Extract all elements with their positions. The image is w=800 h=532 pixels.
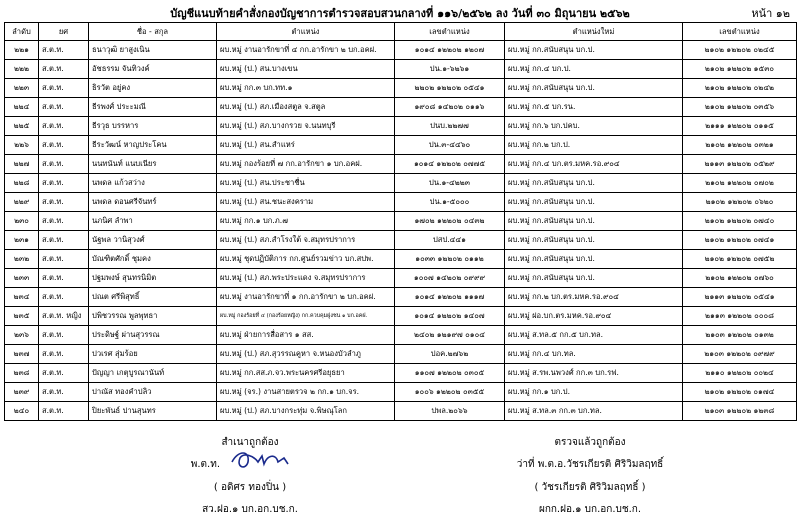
table-cell: ผบ.หมู่ กก.๔ บก.ป. <box>505 60 683 79</box>
table-cell: ส.ต.ท. <box>39 155 89 174</box>
table-cell: ผบ.หมู่ กก.สนับสนุน บก.ป. <box>505 41 683 60</box>
table-cell: ๒๒๑ <box>5 41 39 60</box>
table-cell: ๒๑๐๒ ๑๒๒๐๒ ๐๗๔๐ <box>683 212 797 231</box>
table-cell: ธีระวัฒน์ หาญประโคน <box>89 136 217 155</box>
table-cell: ๒๑๑๓ ๑๒๒๐๒ ๐๐๐๘ <box>683 307 797 326</box>
table-cell: ผบ.หมู่ (ป.) สน.ประชาชื่น <box>217 174 395 193</box>
table-cell: ๒๑๐๒ ๑๒๒๐๒ ๐๓๕๖ <box>683 98 797 117</box>
table-cell: ปวเรศ สุ่มร้อย <box>89 345 217 364</box>
table-row <box>5 307 797 326</box>
table-cell: ส.ต.ท. <box>39 231 89 250</box>
table-cell: ๒๓๘ <box>5 364 39 383</box>
table-cell: ๒๓๗ <box>5 345 39 364</box>
table-cell: ปสป.๔๔๑ <box>395 231 505 250</box>
table-cell: ๒๑๑๐ ๑๒๒๐๒ ๐๐๒๔ <box>683 364 797 383</box>
table-cell: ส.ต.ท. หญิง <box>39 307 89 326</box>
table-cell: ๑๙๐๘ ๑๔๒๐๒ ๐๑๑๖ <box>395 98 505 117</box>
table-row <box>5 269 797 288</box>
col-header: เลขตำแหน่ง <box>683 23 797 41</box>
table-cell: ผบ.หมู่ กก.๕ บก.รน. <box>505 98 683 117</box>
table-cell: ผบ.หมู่ กก.สนับสนุน บก.ป. <box>505 231 683 250</box>
table-cell: ปน.๑-๔๒๒๓ <box>395 174 505 193</box>
signer-name-left: ( อดิศร ทองปิ่น ) <box>213 482 287 493</box>
table-cell: ๒๒๙ <box>5 193 39 212</box>
table-cell: ผบ.หมู่ (ป.) สภ.สุวรรณคูหา จ.หนองบัวลำภู <box>217 345 395 364</box>
col-header: เลขตำแหน่ง <box>395 23 505 41</box>
table-cell: ส.ต.ท. <box>39 41 89 60</box>
table-cell: ๒๓๓ <box>5 269 39 288</box>
table-cell: ผบ.หมู่ ชุดปฏิบัติการ กก.ศูนย์รวมข่าว บก.สปพ. <box>217 250 395 269</box>
table-cell: ผบ.หมู่ กองร้อยที่ ๔ (กองร้อยหญิง) กก.ควบคุมฝูงชน ๑ บก.อคฝ. <box>217 307 395 326</box>
table-cell: ผบ.หมู่ ส.รพ.นพวงศ์ กก.๓ บก.รฟ. <box>505 364 683 383</box>
table-cell: ส.ต.ท. <box>39 364 89 383</box>
table-cell: ๒๔๐๒ ๑๒๑๙๗ ๐๑๐๔ <box>395 326 505 345</box>
table-cell: ปน.๑-๖๒๖๑ <box>395 60 505 79</box>
table-cell: นพดล แก้วสว่าง <box>89 174 217 193</box>
table-cell: ๑๐๐๖ ๑๒๒๐๒ ๐๓๕๕ <box>395 383 505 402</box>
table-cell: ส.ต.ท. <box>39 212 89 231</box>
table-cell: อัชธรรม จันทิวงค์ <box>89 60 217 79</box>
verified-label: ตรวจแล้วถูกต้อง <box>554 437 626 448</box>
table-cell: ผบ.หมู่ (ป.) สน.บางเขน <box>217 60 395 79</box>
table-cell: ๒๒๖ <box>5 136 39 155</box>
table-cell: ๒๑๑๑ ๑๒๒๐๒ ๐๑๑๕ <box>683 117 797 136</box>
table-cell: ส.ต.ท. <box>39 98 89 117</box>
signature-mark <box>228 448 298 472</box>
page-number: หน้า ๑๒ <box>751 7 790 20</box>
table-row <box>5 402 797 421</box>
table-row <box>5 136 797 155</box>
table-cell: ผบ.หมู่ กองร้อยที่ ๗ กก.อารักขา ๑ บก.อคฝ. <box>217 155 395 174</box>
table-cell: ส.ต.ท. <box>39 60 89 79</box>
table-cell: ปน.๑-๕๐๐๐ <box>395 193 505 212</box>
table-cell: ๒๑๐๒ ๑๒๒๐๒ ๐๗๕๒ <box>683 250 797 269</box>
table-cell: ๒๑๐๓ ๑๒๒๐๒ ๐๙๗๙ <box>683 345 797 364</box>
table-cell: ผบ.หมู่ กก.๒ บก.ป. <box>505 136 683 155</box>
table-row <box>5 79 797 98</box>
table-cell: ปณต ศรีพิสุทธิ์ <box>89 288 217 307</box>
table-cell: ผบ.หมู่ กก.สนับสนุน บก.ป. <box>505 250 683 269</box>
table-cell: ปนบ.๒๒๗๗ <box>395 117 505 136</box>
table-cell: ผบ.หมู่ (ป.) สภ.เมืองสตูล จ.สตูล <box>217 98 395 117</box>
col-header: ตำแหน่ง <box>217 23 395 41</box>
table-cell: ๒๑๐๓ ๑๒๒๐๒ ๐๑๓๒ <box>683 326 797 345</box>
table-row <box>5 231 797 250</box>
table-cell: ผบ.หมู่ กก.สนับสนุน บก.ป. <box>505 212 683 231</box>
table-row <box>5 193 797 212</box>
verifier-title: ว่าที่ พ.ต.อ.วัชรเกียรติ ศิริวิมลฤทธิ์ <box>516 459 664 470</box>
table-cell: ผบ.หมู่ (ป.) สภ.สำโรงใต้ จ.สมุทรปราการ <box>217 231 395 250</box>
table-cell: ผบ.หมู่ ฝ่ายการสื่อสาร ๑ สส. <box>217 326 395 345</box>
table-cell: ๒๑๑๓ ๑๒๒๐๒ ๐๕๔๑ <box>683 288 797 307</box>
col-header: ลำดับ <box>5 23 39 41</box>
table-cell: ปัญญา เกตุบูรณานันท์ <box>89 364 217 383</box>
table-cell: ๑๐๑๔ ๑๒๒๐๒ ๑๔๐๗ <box>395 307 505 326</box>
table-cell: ผบ.หมู่ ส.ทล.๓ กก.๓ บก.ทล. <box>505 402 683 421</box>
table-row <box>5 345 797 364</box>
table-row <box>5 174 797 193</box>
table-header-row <box>5 23 797 41</box>
table-row <box>5 212 797 231</box>
table-cell: ส.ต.ท. <box>39 250 89 269</box>
table-cell: ๒๔๐ <box>5 402 39 421</box>
table-cell: ผบ.หมู่ กก.สนับสนุน บก.ป. <box>505 193 683 212</box>
table-cell: ปน.๓-๔๔๖๐ <box>395 136 505 155</box>
table-cell: บัณฑิตศักดิ์ ชุมคง <box>89 250 217 269</box>
table-cell: ๒๑๐๒ ๑๒๒๐๒ ๐๓๒๑ <box>683 136 797 155</box>
table-cell: ผบ.หมู่ (จร.) งานสายตรวจ ๒ กก.๑ บก.จร. <box>217 383 395 402</box>
table-row <box>5 364 797 383</box>
table-row <box>5 250 797 269</box>
table-cell: ผบ.หมู่ (ป.) สน.สำแหร่ <box>217 136 395 155</box>
table-cell: ผบ.หมู่ กก.สนับสนุน บก.ป. <box>505 79 683 98</box>
table-cell: ผบ.หมู่ งานอารักขาที่ ๑ กก.อารักขา ๒ บก.อคฝ. <box>217 288 395 307</box>
table-cell: ๑๗๐๒ ๑๒๒๐๒ ๐๔๓๒ <box>395 212 505 231</box>
table-cell: ๒๑๐๒ ๑๒๒๐๒ ๐๗๖๐ <box>683 269 797 288</box>
table-cell: ๒๑๐๒ ๑๒๒๐๒ ๐๒๔๒ <box>683 79 797 98</box>
table-cell: ธิรวัต อยู่คง <box>89 79 217 98</box>
table-cell: นัฐพล วานิสุวงศ์ <box>89 231 217 250</box>
table-cell: ธีรวุธ บรรหาร <box>89 117 217 136</box>
table-cell: ผบ.หมู่ (ป.) สภ.บางกระทุ่ม จ.พิษณุโลก <box>217 402 395 421</box>
table-cell: ๒๒๒ <box>5 60 39 79</box>
table-cell: ประดิษฐ์ ผ่านสุวรรณ <box>89 326 217 345</box>
table-cell: ผบ.หมู่ กก.๒ บก.ตร.มหค.รอ.๙๐๔ <box>505 288 683 307</box>
table-cell: ปิยะพันธ์ ปานสุนทร <box>89 402 217 421</box>
table-cell: ผบ.หมู่ กก.๓ บก.ทท.๑ <box>217 79 395 98</box>
table-cell: ส.ต.ท. <box>39 345 89 364</box>
table-cell: ๒๓๙ <box>5 383 39 402</box>
col-header: ยศ <box>39 23 89 41</box>
table-cell: ๒๒๘ <box>5 174 39 193</box>
table-cell: ปาณัส ทองคำปลิว <box>89 383 217 402</box>
table-cell: ปพล.๒๐๖๖ <box>395 402 505 421</box>
table-cell: ผบ.หมู่ งานอารักขาที่ ๔ กก.อารักขา ๒ บก.อคฝ. <box>217 41 395 60</box>
table-cell: ๒๒๔ <box>5 98 39 117</box>
table-cell: ๒๒๗ <box>5 155 39 174</box>
table-row <box>5 326 797 345</box>
table-cell: ๒๒๕ <box>5 117 39 136</box>
table-cell: ๒๒๐๒ ๑๒๒๐๒ ๐๕๔๑ <box>395 79 505 98</box>
table-cell: ๒๓๖ <box>5 326 39 345</box>
table-cell: ๒๓๔ <box>5 288 39 307</box>
table-cell: ปอค.๒๗๖๒ <box>395 345 505 364</box>
table-cell: ๑๐๑๔ ๑๒๒๐๒ ๑๒๐๗ <box>395 41 505 60</box>
table-cell: ส.ต.ท. <box>39 326 89 345</box>
col-header: ชื่อ - สกุล <box>89 23 217 41</box>
table-row <box>5 383 797 402</box>
table-cell: ผบ.หมู่ (ป.) สน.ชนะสงคราม <box>217 193 395 212</box>
table-cell: ๒๓๑ <box>5 231 39 250</box>
table-cell: ผบ.หมู่ กก.๔ บก.ตร.มหค.รอ.๙๐๔ <box>505 155 683 174</box>
table-cell: ธีรพงศ์ ประะมณี <box>89 98 217 117</box>
table-cell: ๒๑๐๒ ๑๒๒๐๒ ๑๕๓๐ <box>683 60 797 79</box>
table-cell: ๑๐๑๔ ๑๒๒๐๒ ๐๗๗๕ <box>395 155 505 174</box>
table-cell: ๒๓๕ <box>5 307 39 326</box>
table-cell: ผบ.หมู่ ฝอ.บก.ตร.มหค.รอ.๙๐๔ <box>505 307 683 326</box>
table-cell: ๒๑๑๓ ๑๒๒๐๒ ๐๕๒๙ <box>683 155 797 174</box>
table-cell: ส.ต.ท. <box>39 117 89 136</box>
document-title: บัญชีแนบท้ายคำสั่งกองบัญชาการตำรวจสอบสวนกลางที่ ๑๑๖/๒๕๖๒ ลง วันที่ ๓๐ มิถุนายน ๒๕๖๒ <box>170 7 630 20</box>
table-cell: ส.ต.ท. <box>39 174 89 193</box>
table-cell: ส.ต.ท. <box>39 193 89 212</box>
table-cell: นนทนันท์ แนบเนียร <box>89 155 217 174</box>
table-cell: ผบ.หมู่ (ป.) สภ.พระประแดง จ.สมุทรปราการ <box>217 269 395 288</box>
table-cell: ส.ต.ท. <box>39 402 89 421</box>
table-cell: ๒๓๐ <box>5 212 39 231</box>
signer-unit-left: สว.ฝอ.๑ บก.อก.บช.ก. <box>202 504 298 515</box>
table-cell: ๒๑๐๓ ๑๒๒๐๒ ๑๒๓๘ <box>683 402 797 421</box>
table-row <box>5 60 797 79</box>
table-cell: ผบ.หมู่ กก.สนับสนุน บก.ป. <box>505 174 683 193</box>
table-cell: ๑๐๓๓ ๑๒๒๐๒ ๐๑๑๒ <box>395 250 505 269</box>
table-cell: ๑๐๐๗ ๑๔๒๐๒ ๐๙๙๙ <box>395 269 505 288</box>
table-cell: ส.ต.ท. <box>39 136 89 155</box>
table-cell: ธนาวุฒิ ยาสูงเนิน <box>89 41 217 60</box>
table-cell: ผบ.หมู่ กก.๑ บก.ป. <box>505 383 683 402</box>
table-cell: ผบ.หมู่ กก.สนับสนุน บก.ป. <box>505 269 683 288</box>
table-cell: ปพิชวรรณ พูลพุทธา <box>89 307 217 326</box>
table-cell: ๑๐๑๔ ๑๒๒๐๒ ๑๑๑๗ <box>395 288 505 307</box>
table-row <box>5 117 797 136</box>
table-row <box>5 41 797 60</box>
table-cell: ๒๒๓ <box>5 79 39 98</box>
table-cell: ปฐมพงษ์ สุนทรนิมิต <box>89 269 217 288</box>
table-cell: ส.ต.ท. <box>39 269 89 288</box>
table-row <box>5 288 797 307</box>
table-cell: ๒๓๒ <box>5 250 39 269</box>
signer-name-right: ( วัชรเกียรติ ศิริวิมลฤทธิ์ ) <box>534 482 646 493</box>
table-cell: ๒๑๐๒ ๑๒๒๐๒ ๐๗๐๒ <box>683 174 797 193</box>
table-cell: ผบ.หมู่ ส.ทล.๕ กก.๕ บก.ทล. <box>505 326 683 345</box>
table-cell: นภนิศ ลำพา <box>89 212 217 231</box>
table-cell: ผบ.หมู่ กก.๔ บก.ทล. <box>505 345 683 364</box>
signer-rank: พ.ต.ท. <box>190 459 220 470</box>
table-row <box>5 155 797 174</box>
table-cell: ๑๑๐๗ ๑๒๒๐๒ ๐๓๐๕ <box>395 364 505 383</box>
table-cell: ๒๑๐๒ ๑๒๒๐๒ ๐๖๒๐ <box>683 193 797 212</box>
col-header: ตำแหน่งใหม่ <box>505 23 683 41</box>
table-cell: ผบ.หมู่ (ป.) สภ.บางกรวย จ.นนทบุรี <box>217 117 395 136</box>
table-cell: ส.ต.ท. <box>39 383 89 402</box>
table-cell: ส.ต.ท. <box>39 79 89 98</box>
table-row <box>5 98 797 117</box>
table-cell: ผบ.หมู่ กก.๖ บก.ปคบ. <box>505 117 683 136</box>
certified-copy-label: สำเนาถูกต้อง <box>221 437 279 448</box>
table-cell: ๒๑๐๒ ๑๒๒๐๒ ๐๑๗๔ <box>683 383 797 402</box>
table-cell: ๒๑๐๒ ๑๒๒๐๒ ๐๗๔๑ <box>683 231 797 250</box>
signer-unit-right: ผกก.ฝอ.๑ บก.อก.บช.ก. <box>538 504 642 515</box>
table-cell: ผบ.หมู่ กก.สส.ภ.จว.พระนครศรีอยุธยา <box>217 364 395 383</box>
table-cell: นพดล ดอนศรีจันทร์ <box>89 193 217 212</box>
table-cell: ส.ต.ท. <box>39 288 89 307</box>
transfer-table <box>4 22 797 421</box>
table-cell: ผบ.หมู่ กก.๑ บก.ภ.๗ <box>217 212 395 231</box>
table-cell: ๒๑๐๒ ๑๒๒๐๒ ๐๒๔๕ <box>683 41 797 60</box>
